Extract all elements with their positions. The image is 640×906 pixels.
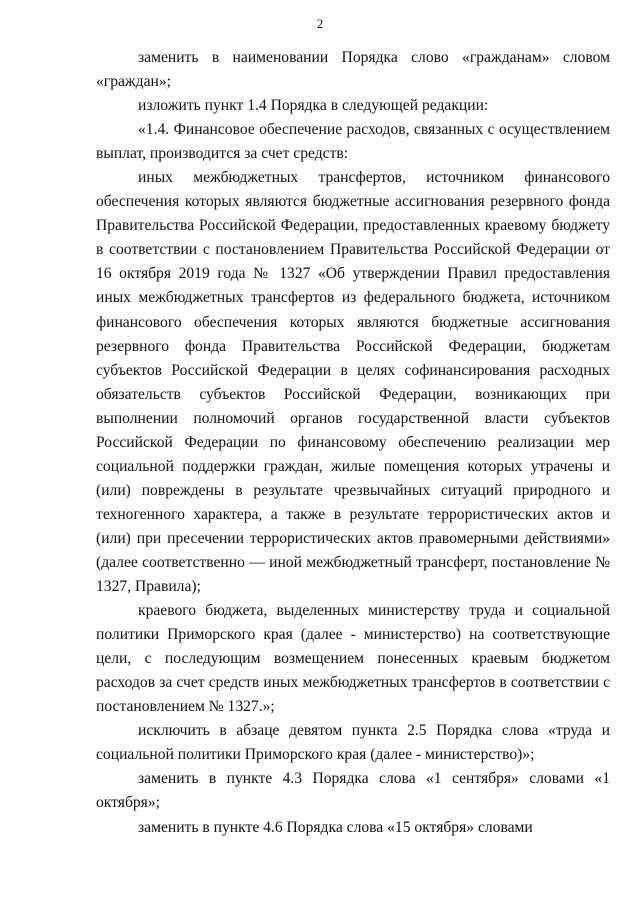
- paragraph-replace-clause-4-6: заменить в пункте 4.6 Порядка слова «15 октября» словами: [138, 818, 533, 836]
- paragraph-replace-citizens: заменить в наименовании Порядка слово «гражданам» словом «граждан»;: [96, 49, 610, 91]
- paragraph-replace-clause-4-3: заменить в пункте 4.3 Порядка слова «1 сентября» словами «1 октября»;: [96, 770, 610, 812]
- document-body: [96, 46, 610, 840]
- paragraph-interbudget-transfers: иных межбюджетных трансфертов, источником финансового обеспечения которых являются бюджетные ассигнования резервного фонда Правительства Российской Федерации, предоставленных краевому бюджету в соответствии с постановлением Правительства Российской Федерации от 16 октября 2019 года № 1327 «Об утверждении Правил предоставления иных межбюджетных трансфертов из федерального бюджета, источником финансового обеспечения которых являются бюджетные ассигнования резервного фонда Правительства Российской Федерации, бюджетам субъектов Российской Федерации в целях софинансирования расходных обязательств субъектов Российской Федерации, возникающих при выполнении полномочий органов государственной власти субъектов Российской Федерации по финансовому обеспечению реализации мер социальной поддержки граждан, жилые помещения которых утрачены и (или) повреждены в результате чрезвычайных ситуаций природного и техногенного характера, а также в результате террористических актов и (или) при пресечении террористических актов правомерными действиями» (далее соответственно — иной межбюджетный трансферт, постановление № 1327, Правила);: [96, 169, 610, 596]
- paragraph-clause-1-4-intro: «1.4. Финансовое обеспечение расходов, связанных с осуществлением выплат, производится за счет средств:: [96, 121, 610, 163]
- paragraph-exclude-clause-2-5: исключить в абзаце девятом пункта 2.5 Порядка слова «труда и социальной политики Приморского края (далее - министерство)»;: [96, 722, 610, 764]
- paragraph-regional-budget: краевого бюджета, выделенных министерству труда и социальной политики Приморского края (далее - министерство) на соответствующие цели, с последующим возмещением понесенных краевым бюджетом расходов за счет средств иных межбюджетных трансфертов в соответствии с постановлением № 1327.»;: [96, 602, 610, 716]
- paragraph-restate-clause-1-4: изложить пункт 1.4 Порядка в следующей редакции:: [138, 97, 489, 115]
- page-number: 2: [316, 16, 324, 31]
